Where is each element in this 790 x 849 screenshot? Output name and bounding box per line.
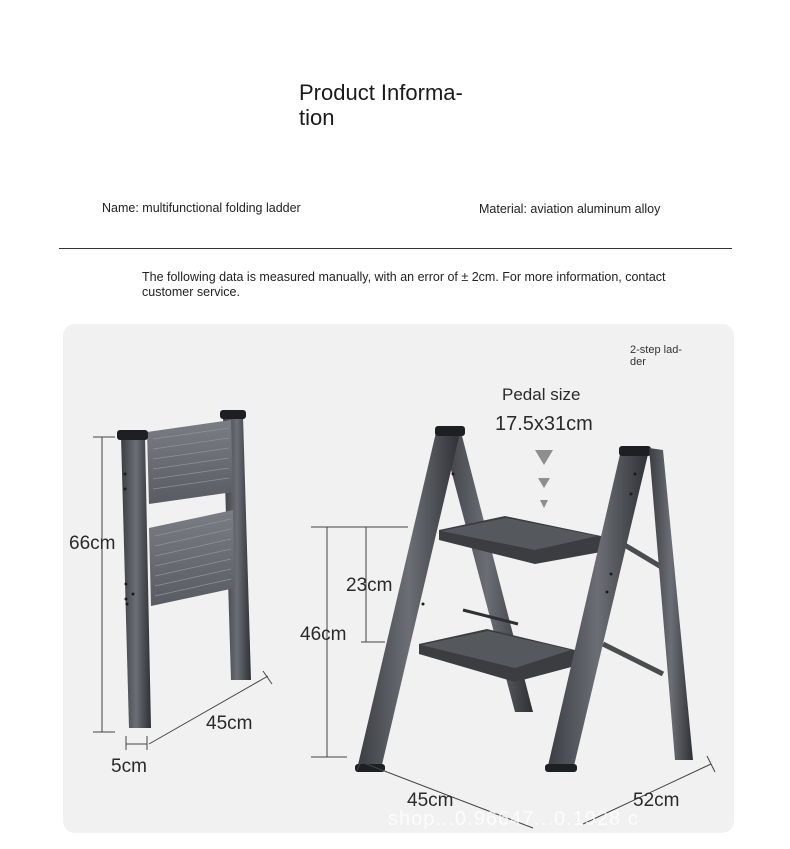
spec-name: Name: multifunctional folding ladder: [102, 201, 301, 215]
product-label: 2-step lad- der: [630, 344, 682, 368]
ladder-illustration: [63, 324, 734, 833]
step-spacing-label: 23cm: [346, 575, 393, 596]
product-figure-panel: [63, 324, 734, 833]
open-height-label: 46cm: [300, 624, 347, 645]
folded-width-label: 45cm: [206, 713, 253, 734]
page-title: [299, 80, 499, 130]
open-width-label: 45cm: [407, 790, 454, 811]
open-depth-label: 52cm: [633, 790, 680, 811]
page-title-line1: Product Informa-: [299, 80, 463, 105]
folded-height-label: 66cm: [69, 533, 116, 554]
folded-ladder: [93, 410, 272, 750]
measurement-note: The following data is measured manually, with an error of ± 2cm. For more information, contact customer service.: [142, 270, 666, 299]
open-ladder: [311, 426, 715, 828]
pedal-size-value: 17.5x31cm: [495, 413, 593, 435]
pedal-size-title: Pedal size: [502, 385, 581, 404]
divider: [59, 248, 732, 249]
page-title-line2: tion: [299, 105, 335, 130]
watermark: shop...0.96647...0.1928 c: [388, 808, 639, 830]
spec-material: Material: aviation aluminum alloy: [479, 202, 661, 216]
folded-depth-label: 5cm: [111, 756, 147, 777]
